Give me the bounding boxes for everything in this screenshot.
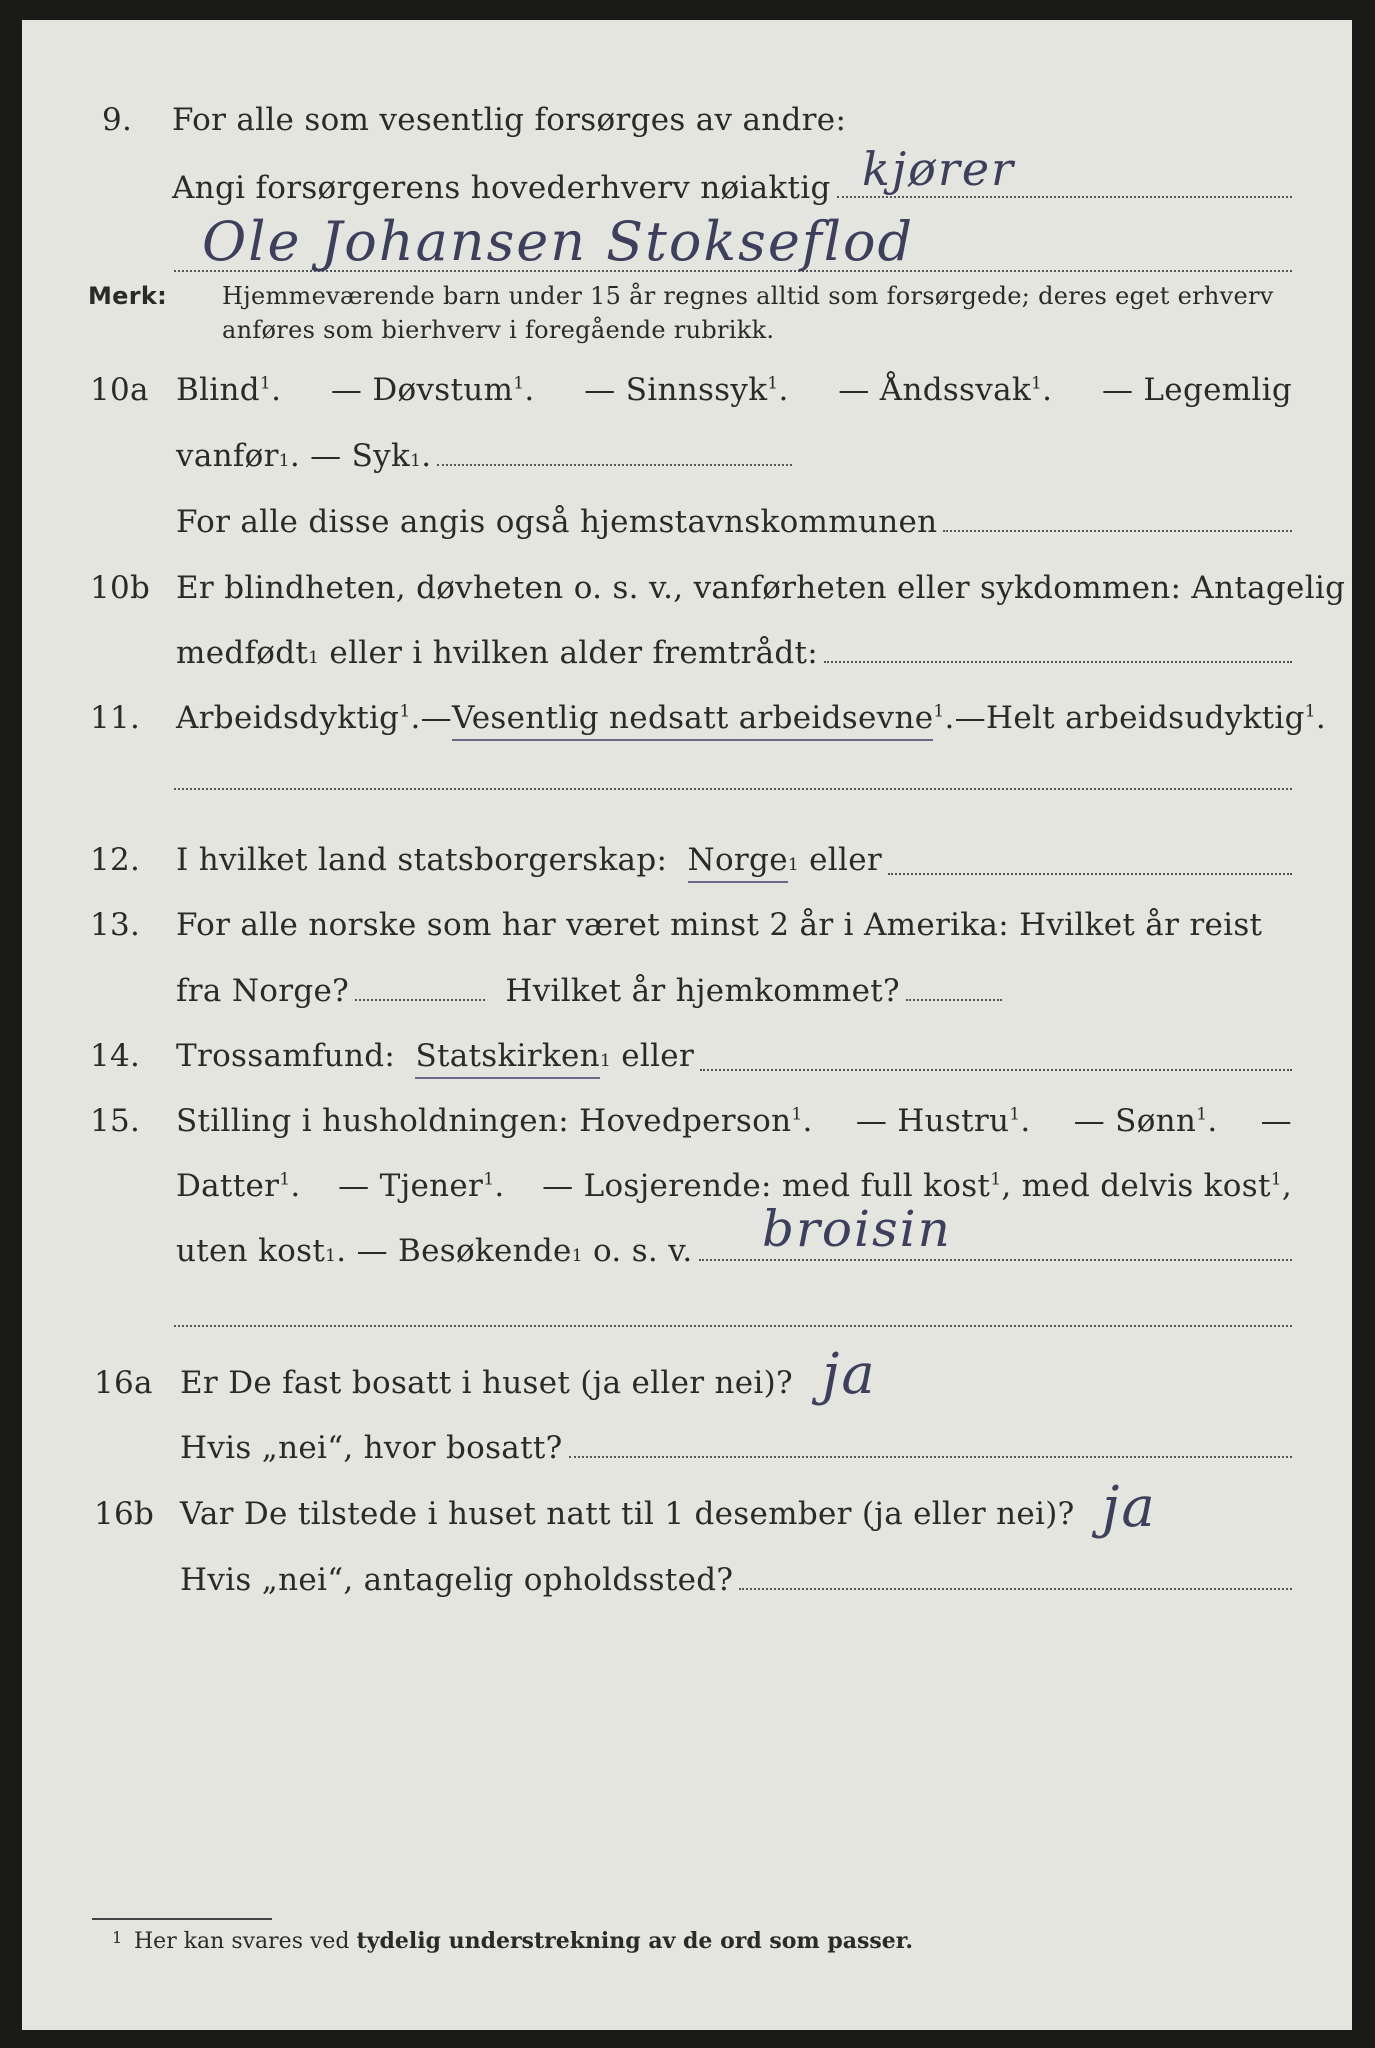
q13-number: 13. xyxy=(90,907,141,943)
q16b-opholdssted-field[interactable] xyxy=(739,1587,1292,1590)
sup: 1 xyxy=(791,1104,803,1125)
q12-label: I hvilket land statsborgerskap: xyxy=(176,842,668,878)
merk-line1: Hjemmeværende barn under 15 år regnes alltid som forsørgede; deres eget erhverv xyxy=(222,282,1274,310)
dash: — xyxy=(420,700,452,736)
sup: 1 xyxy=(259,373,272,394)
q16a-handwritten-answer: ja xyxy=(822,1342,877,1407)
q16b-opholdssted-label: Hvis „nei“, antagelig opholdssted? xyxy=(180,1562,734,1598)
sup: 1 xyxy=(1030,373,1043,394)
q13-hjemkommet-label: Hvilket år hjemkommet? xyxy=(505,973,900,1009)
q10b-medfodt[interactable]: medfødt xyxy=(176,635,309,671)
sup: 1 xyxy=(399,701,411,722)
q15-tjener[interactable]: — Tjener xyxy=(338,1168,484,1204)
merk-label: Merk: xyxy=(88,282,168,310)
q13-line1: For alle norske som har været minst 2 år i Amerika: Hvilket år reist xyxy=(176,907,1263,943)
q16a-number: 16a xyxy=(94,1365,153,1401)
footnote-bold-text: tydelig understrekning av de ord som passer. xyxy=(356,1928,914,1954)
q15-besokende[interactable]: — Besøkende xyxy=(356,1233,572,1269)
footnote-mark: 1 xyxy=(112,1928,123,1947)
q12-eller: eller xyxy=(809,842,882,878)
q16a-bosatt-label: Hvis „nei“, hvor bosatt? xyxy=(180,1430,563,1466)
q15-hovedperson[interactable]: Stilling i husholdningen: Hovedperson xyxy=(176,1103,792,1139)
q10a-hjemstavn-field[interactable] xyxy=(943,529,1292,532)
q16b-label: Var De tilstede i huset natt til 1 desember (ja eller nei)? xyxy=(180,1496,1075,1532)
q15-datter[interactable]: Datter xyxy=(176,1168,280,1204)
q11-number: 11. xyxy=(90,700,141,736)
q15-hustru[interactable]: — Hustru xyxy=(855,1103,1010,1139)
q10a-number: 10a xyxy=(90,372,149,408)
sup: 1 xyxy=(410,451,422,471)
q16a-label: Er De fast bosatt i huset (ja eller nei)? xyxy=(180,1365,793,1401)
sup: 1 xyxy=(308,648,320,668)
q16b-number: 16b xyxy=(94,1496,155,1532)
q15-osv: o. s. v. xyxy=(593,1233,693,1269)
q15-sonn[interactable]: — Sønn xyxy=(1073,1103,1197,1139)
sup: 1 xyxy=(933,701,945,722)
q13-hjemkommet-field[interactable] xyxy=(906,998,1002,1001)
q12-norge-underlined[interactable]: Norge xyxy=(688,842,788,883)
sup: 1 xyxy=(599,1051,612,1071)
q11-extra-line[interactable] xyxy=(174,788,1292,790)
q9-handwritten-occupation: kjører xyxy=(862,142,1016,196)
q14-label: Trossamfund: xyxy=(176,1038,396,1074)
q15-full-kost[interactable]: — Losjerende: med full kost xyxy=(542,1168,991,1204)
q15-field[interactable] xyxy=(699,1258,1292,1261)
q15-handwritten-answer: broisin xyxy=(762,1200,952,1258)
q10a-sinnssyk[interactable]: — Sinnssyk xyxy=(584,372,768,408)
sup: 1 xyxy=(990,1169,1002,1190)
dash: — xyxy=(1260,1103,1292,1139)
q14-statskirken-underlined[interactable]: Statskirken xyxy=(415,1038,599,1079)
q9-number: 9. xyxy=(102,102,133,138)
footnote-text: Her kan svares ved xyxy=(134,1929,350,1954)
q9-handwritten-name: Ole Johansen Stokseflod xyxy=(202,210,915,273)
q10a-dovstum[interactable]: — Døvstum xyxy=(330,372,514,408)
sup: 1 xyxy=(787,855,799,875)
dash: — xyxy=(954,700,986,736)
q11-arbeidsdyktig[interactable]: Arbeidsdyktig xyxy=(176,700,400,736)
q10a-syk[interactable]: — Syk xyxy=(310,438,411,474)
sup: 1 xyxy=(483,1169,495,1190)
q10a-blind[interactable]: Blind xyxy=(176,372,260,408)
sup: 1 xyxy=(571,1246,583,1266)
q15-uten-kost[interactable]: uten kost xyxy=(176,1233,326,1269)
q14-eller: eller xyxy=(621,1038,695,1074)
q15-extra-line[interactable] xyxy=(174,1325,1292,1327)
footnote-rule xyxy=(92,1918,272,1920)
census-form-page: 9. For alle som vesentlig forsørges av andre: Angi forsørgerens hovederhverv nøiaktig kjører Ole Johansen Stokseflod Merk: Hjemmeværende barn under 15 år regnes alltid som forsørgede; deres eget erhverv anføres som bierhverv i foregående rubrikk. 10a Blind$^1$. — Døvstum$^1$. — Sinnssyk$^1$. — Åndssvak$^1$. — Legemlig vanfør 1 . — Syk 1 . For alle disse angis også hjemstavnskommunen 10b Er blindheten, døvheten o. s. v., vanførheten eller sykdommen: Antagelig medfødt 1 eller i hvilken alder fremtrådt: 11. Arbeidsdyktig$^1$. — Vesentlig nedsatt arbeidsevne$^1$. — Helt arbeidsudyktig$^1$. 12. I hvilket land statsborgerskap: Norge 1 eller 13. For alle norske som har været minst 2 år i Amerika: Hvilket år reist fra Norge? Hvilket år hjemkommet? 14. Trossamfund: Statskirken 1 eller 15. Stilling i husholdningen: Hovedperson$^1$. — Hustru$^1$. — Sønn$^1$. — Datter$^1$. — Tjener$^1$. — Losjerende: med full kost$^1$, med delvis kost$^1$, uten kost 1 . — Besøkende 1 o. s. v. broisin 16a Er De fast bosatt i huset (ja eller nei)? ja Hvis „nei“, hvor bosatt? 16b Var De tilstede i huset natt til 1 desember (ja eller nei)? ja Hvis „nei“, antagelig opholdssted? 1 Her kan svares ved tydelig understrekning av de ord som passer. xyxy=(22,20,1352,2030)
q15-delvis-kost[interactable]: , med delvis kost xyxy=(1001,1168,1271,1204)
q13-reist-label: fra Norge? xyxy=(176,973,350,1009)
sup: 1 xyxy=(1009,1104,1021,1125)
q9-occupation-label: Angi forsørgerens hovederhverv nøiaktig xyxy=(172,170,831,206)
q10b-line1: Er blindheten, døvheten o. s. v., vanførheten eller sykdommen: Antagelig xyxy=(176,570,1346,606)
q16a-bosatt-field[interactable] xyxy=(569,1455,1292,1458)
q14-field[interactable] xyxy=(700,1068,1292,1071)
q15-number: 15. xyxy=(90,1103,141,1139)
q10b-field[interactable] xyxy=(824,660,1292,663)
q9-text: For alle som vesentlig forsørges av andre: xyxy=(172,102,847,138)
q10b-number: 10b xyxy=(90,570,151,606)
q10a-legemlig[interactable]: — Legemlig xyxy=(1101,372,1292,408)
sup: 1 xyxy=(1304,701,1316,722)
q10b-line2: eller i hvilken alder fremtrådt: xyxy=(329,635,819,671)
q11-udyktig[interactable]: Helt arbeidsudyktig xyxy=(985,700,1305,736)
q10a-vanfor[interactable]: vanfør xyxy=(176,438,279,474)
q12-number: 12. xyxy=(90,842,141,878)
footnote xyxy=(112,1928,914,1954)
sup: 1 xyxy=(278,451,290,471)
sup: 1 xyxy=(325,1246,337,1266)
sup: 1 xyxy=(767,373,779,394)
q14-number: 14. xyxy=(90,1038,141,1074)
q10a-hjemstavn-label: For alle disse angis også hjemstavnskommunen xyxy=(176,504,938,540)
q16b-handwritten-answer: ja xyxy=(1102,1475,1157,1540)
sup: 1 xyxy=(1196,1104,1208,1125)
q12-field[interactable] xyxy=(888,872,1292,875)
q10a-andssvak[interactable]: — Åndssvak xyxy=(838,372,1031,408)
sup: 1 xyxy=(279,1169,291,1190)
q10a-syk-field[interactable] xyxy=(437,463,792,466)
sup: 1 xyxy=(513,373,525,394)
sup: 1 xyxy=(1270,1169,1282,1190)
merk-line2: anføres som bierhverv i foregående rubrikk. xyxy=(222,316,775,344)
q13-reist-field[interactable] xyxy=(355,998,485,1001)
q11-nedsatt-underlined[interactable]: Vesentlig nedsatt arbeidsevne xyxy=(452,700,933,741)
